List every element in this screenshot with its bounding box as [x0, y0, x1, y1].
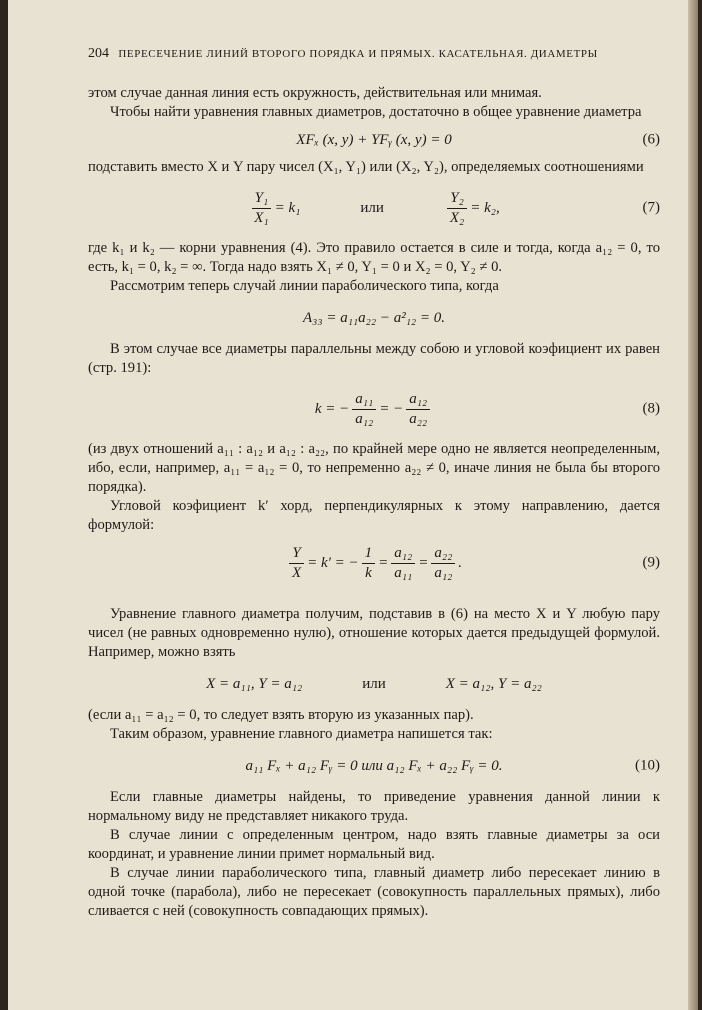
denominator: a₁₁ — [394, 564, 413, 581]
paragraph: В случае линии с определенным центром, надо взять главные диаметры за оси координат, и уравнение линии примет нормальный вид. — [88, 827, 660, 862]
denominator: a₁₂ — [434, 564, 453, 581]
numerator: a₁₂ — [406, 390, 430, 410]
fraction — [447, 189, 467, 228]
equation-expression: A₃₃ = a₁₁a₂₂ − a²₁₂ = 0. — [303, 309, 445, 326]
paragraph: Уравнение главного диаметра получим, подставив в (6) на место X и Y любую пару чисел (не равных одновременно нулю), отношение которых дается предыдущей формулой. Например, можно взять — [88, 606, 660, 660]
equation-text: = k′ = − — [307, 554, 359, 571]
paragraph: Чтобы найти уравнения главных диаметров, достаточно в общее уравнение диаметра — [110, 104, 642, 120]
equation-text: k = − — [314, 400, 350, 417]
equation-expression: X = a₁₂, Y = a₂₂ — [445, 675, 542, 692]
fraction — [406, 390, 430, 429]
equation-pair — [88, 662, 660, 706]
equation-number: (7) — [642, 199, 660, 216]
equation-9 — [88, 535, 660, 591]
numerator: Y₂ — [447, 189, 467, 209]
denominator: a₂₂ — [409, 410, 428, 427]
numerator: a₁₂ — [391, 544, 415, 564]
fraction — [431, 544, 455, 583]
equation-a33 — [88, 296, 660, 340]
equation-8 — [88, 378, 660, 440]
paragraph: Угловой коэфициент k′ хорд, перпендикулярных к этому направлению, дается формулой: — [88, 498, 660, 533]
equation-text: = — [418, 554, 429, 571]
denominator: X — [291, 564, 302, 581]
book-page — [8, 0, 698, 1010]
denominator: a₁₂ — [355, 410, 374, 427]
equation-number: (9) — [642, 554, 660, 571]
paragraph: (из двух отношений a₁₁ : a₁₂ и a₁₂ : a₂₂, по крайней мере одно не является неопределенным, ибо, если, например, a₁₁ = a₁₂ = 0, то непременно a₂₂ ≠ 0, иначе линия не была бы второго порядка). — [88, 441, 660, 495]
paragraph: В этом случае все диаметры параллельны между собою и угловой коэфициент их равен (стр. 191): — [88, 341, 660, 376]
denominator: k — [365, 564, 372, 581]
equation-number: (8) — [642, 400, 660, 417]
page-body — [88, 84, 660, 921]
fraction — [362, 544, 376, 583]
paragraph: Таким образом, уравнение главного диаметра напишется так: — [110, 726, 493, 742]
paragraph: В случае линии параболического типа, главный диаметр либо пересекает линию в одной точке (парабола), либо не пересекает (совокупность параллельных прямых), либо сливается с ней (совокупность совпадающих прямых). — [88, 865, 660, 919]
equation-6 — [88, 122, 660, 158]
paragraph: подставить вместо X и Y пару чисел (X₁, Y₁) или (X₂, Y₂), определяемых соотношениями — [88, 159, 644, 175]
paragraph: Рассмотрим теперь случай линии параболического типа, когда — [110, 278, 499, 294]
running-title: ПЕРЕСЕЧЕНИЕ ЛИНИЙ ВТОРОГО ПОРЯДКА И ПРЯМЫХ. КАСАТЕЛЬНАЯ. ДИАМЕТРЫ — [118, 48, 598, 60]
page-number: 204 — [88, 46, 109, 61]
equation-expression: a₁₁ Fₓ + a₁₂ Fᵧ = 0 или a₁₂ Fₓ + a₂₂ Fᵧ = 0. — [245, 757, 503, 774]
equation-10 — [88, 744, 660, 788]
numerator: Y₁ — [252, 189, 272, 209]
paragraph: (если a₁₁ = a₁₂ = 0, то следует взять вторую из указанных пар). — [88, 707, 474, 723]
equation-text: = k₁ — [274, 199, 301, 216]
fraction — [251, 189, 271, 228]
equation-number: (10) — [635, 757, 660, 774]
paragraph: Если главные диаметры найдены, то приведение уравнения данной линии к нормальному виду не представляет никакого труда. — [88, 789, 660, 824]
numerator: a₁₁ — [352, 390, 376, 410]
denominator: X₂ — [449, 209, 465, 226]
equation-text: = — [378, 554, 389, 571]
book-spine-shadow — [688, 0, 698, 1010]
conjunction: или — [360, 199, 384, 216]
equation-text: = − — [379, 400, 404, 417]
fraction — [352, 390, 376, 429]
equation-expression: XFₓ (x, y) + YFᵧ (x, y) = 0 — [296, 131, 452, 148]
numerator: Y — [289, 544, 303, 564]
fraction — [391, 544, 415, 583]
equation-7 — [88, 177, 660, 239]
conjunction: или — [362, 675, 386, 692]
equation-text: . — [458, 554, 463, 571]
fraction — [289, 544, 304, 583]
equation-text: = k₂, — [470, 199, 500, 216]
paragraph: где k₁ и k₂ — корни уравнения (4). Это правило остается в силе и тогда, когда a₁₂ = 0, то есть, k₁ = 0, k₂ = ∞. Тогда надо взять X₁ ≠ 0, Y₁ = 0 и X₂ = 0, Y₂ ≠ 0. — [88, 240, 660, 275]
denominator: X₁ — [254, 209, 269, 226]
equation-number: (6) — [642, 131, 660, 148]
equation-expression: X = a₁₁, Y = a₁₂ — [206, 675, 303, 692]
running-header — [88, 46, 648, 62]
paragraph: этом случае данная линия есть окружность, действительная или мнимая. — [88, 85, 542, 101]
numerator: 1 — [362, 544, 376, 564]
numerator: a₂₂ — [431, 544, 455, 564]
